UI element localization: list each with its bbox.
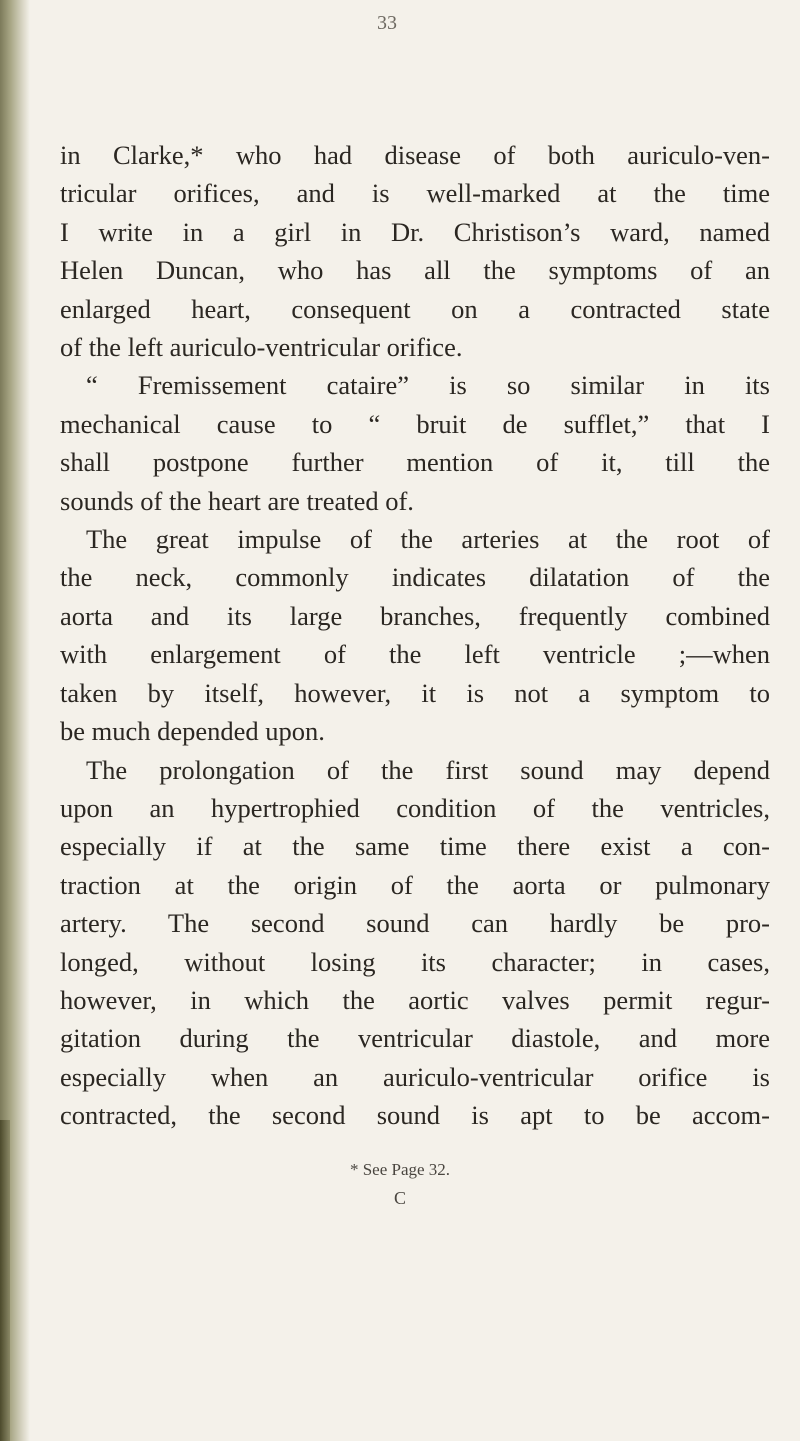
binding-edge [0,1120,10,1441]
signature-mark: C [393,1188,406,1208]
text-line: of the left auriculo-ventricular orifice. [60,332,463,363]
text-line: longed, without losing its character; in cases, [60,946,770,977]
text-line: I write in a girl in Dr. Christison’s ward, named [60,216,770,247]
text-line: especially when an auriculo-ventricular orifice is [60,1061,770,1092]
text-line: sounds of the heart are treated of. [60,485,414,516]
text-line: shall postpone further mention of it, till the [60,447,770,478]
text-line: mechanical cause to “ bruit de sufflet,” that I [60,408,770,439]
text-line: aorta and its large branches, frequently combined [60,600,770,631]
text-line: The prolongation of the first sound may depend [86,754,770,785]
text-line: tricular orifices, and is well-marked at the time [60,178,770,209]
page-number: 33 [377,12,397,34]
text-line: “ Fremissement cataire” is so similar in its [86,370,770,401]
text-line: in Clarke,* who had disease of both auriculo-ven- [60,140,770,170]
text-line: Helen Duncan, who has all the symptoms of an [60,255,770,286]
body-text [60,136,770,1135]
text-line: taken by itself, however, it is not a symptom to [60,677,770,708]
text-line: however, in which the aortic valves permit regur- [60,984,770,1015]
footnote: * See Page 32. [349,1160,451,1179]
text-line: especially if at the same time there exist a con- [60,831,770,862]
text-line: gitation during the ventricular diastole, and more [60,1023,770,1054]
text-line: enlarged heart, consequent on a contracted state [60,293,770,324]
text-line: The great impulse of the arteries at the root of [86,524,770,555]
text-line: artery. The second sound can hardly be pro- [60,908,770,939]
text-line: upon an hypertrophied condition of the ventricles, [60,792,770,823]
text-line: contracted, the second sound is apt to be accom- [60,1100,770,1131]
text-line: traction at the origin of the aorta or pulmonary [60,869,770,900]
text-line: with enlargement of the left ventricle ;—when [60,639,770,670]
text-line: be much depended upon. [60,716,325,747]
text-line: the neck, commonly indicates dilatation of the [60,562,770,593]
